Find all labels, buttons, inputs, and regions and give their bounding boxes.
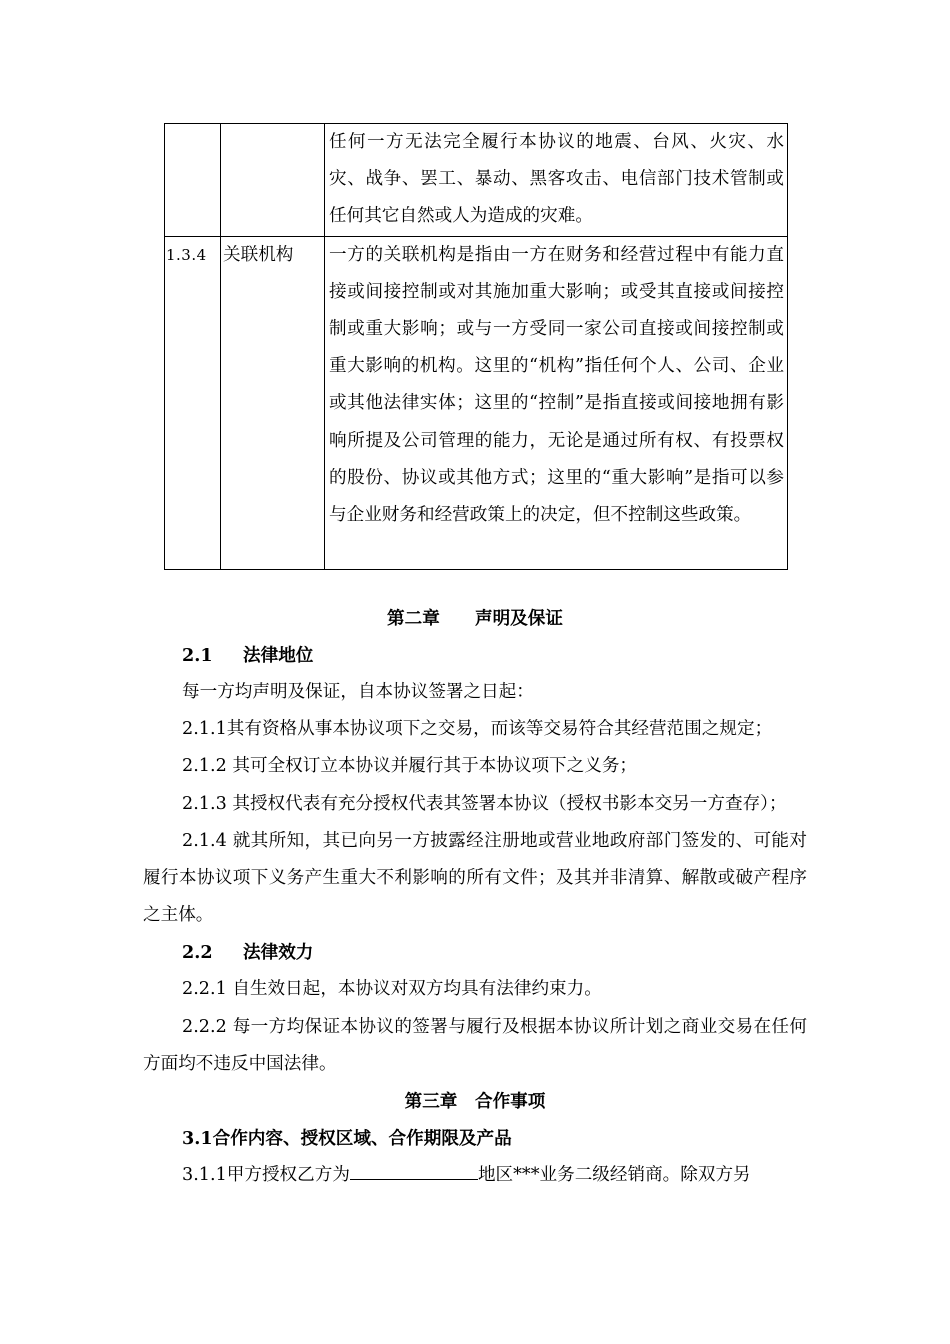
paragraph — [143, 1157, 807, 1194]
section-number: 2.1 — [182, 645, 213, 666]
defined-term — [221, 124, 325, 237]
table-row — [165, 124, 788, 237]
table-row — [165, 236, 788, 569]
fill-in-blank[interactable] — [350, 1161, 478, 1180]
section-number: 2.2 — [182, 942, 213, 964]
section-title: 法律地位 — [243, 645, 314, 666]
paragraph: 2.2.2 每一方均保证本协议的签署与履行及根据本协议所计划之商业交易在任何方面均不违反中国法律。 — [143, 1016, 807, 1074]
paragraph: 每一方均声明及保证，自本协议签署之日起： — [182, 682, 534, 702]
definition-text: 一方的关联机构是指由一方在财务和经营过程中有能力直接或间接控制或对其施加重大影响；或受其直接或间接控制或重大影响；或与一方受同一家公司直接或间接控制或重大影响的机构。这里的“机构”指任何个人、公司、企业或其他法律实体；这里的“控制”是指直接或间接地拥有影响所提及公司管理的能力，无论是通过所有权、有投票权的股份、协议或其他方式；这里的“重大影响”是指可以参与企业财务和经营政策上的决定，但不控制这些政策。 — [325, 236, 788, 569]
definition-text: 任何一方无法完全履行本协议的地震、台风、火灾、水灾、战争、罢工、暴动、黑客攻击、电信部门技术管制或任何其它自然或人为造成的灾难。 — [325, 124, 788, 237]
section-heading: 3.1合作内容、授权区域、合作期限及产品 — [182, 1128, 512, 1150]
section-heading — [143, 934, 807, 971]
paragraph: 2.1.4 就其所知，其已向另一方披露经注册地或营业地政府部门签发的、可能对履行本协议项下义务产生重大不利影响的所有文件；及其并非清算、解散或破产程序之主体。 — [143, 830, 807, 926]
paragraph: 2.1.1其有资格从事本协议项下之交易，而该等交易符合其经营范围之规定； — [182, 719, 773, 740]
clause-suffix: 地区***业务二级经销商。除双方另 — [477, 1165, 751, 1186]
section-title: 法律效力 — [243, 942, 314, 964]
defined-term: 关联机构 — [221, 236, 325, 569]
paragraph: 2.2.1 自生效日起，本协议对双方均具有法律约束力。 — [182, 979, 602, 1000]
paragraph: 2.1.2 其可全权订立本协议并履行其于本协议项下之义务； — [182, 756, 638, 777]
clause-prefix: 3.1.1甲方授权乙方为 — [182, 1165, 350, 1186]
chapter-heading: 第三章 合作事项 — [404, 1091, 546, 1113]
clause-number: 1.3.4 — [165, 236, 221, 569]
clause-number — [165, 124, 221, 237]
chapter-heading: 第二章 声明及保证 — [387, 608, 563, 629]
definitions-table — [164, 123, 788, 570]
paragraph: 2.1.3 其授权代表有充分授权代表其签署本协议（授权书影本交另一方查存）； — [182, 793, 787, 814]
document-body — [143, 600, 807, 1194]
section-heading — [143, 637, 807, 674]
